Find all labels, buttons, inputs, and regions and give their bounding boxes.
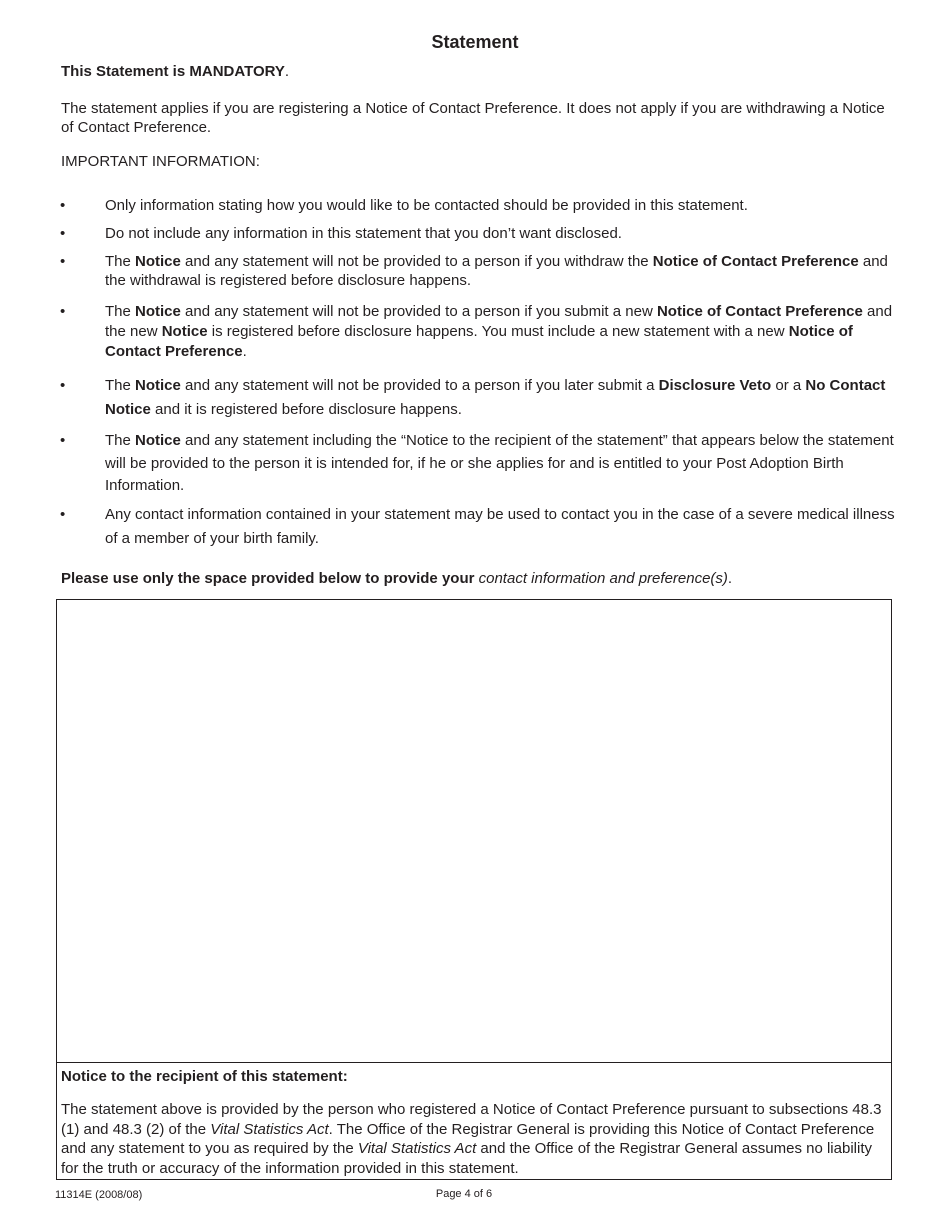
bullet-marker: •: [60, 225, 66, 242]
bullet-marker: •: [60, 253, 66, 270]
text-run: and any statement including the “Notice to the recipient of the statement” that appears below the statement will be provided to the person it is intended for, if he or she applies for and is entitled to your Post Adoption Birth Information.: [105, 432, 894, 494]
bullet-marker: •: [60, 303, 66, 320]
italic-act-name: Vital Statistics Act: [210, 1120, 329, 1138]
text-run: and the new: [105, 303, 893, 340]
text-run: The: [105, 432, 136, 449]
applies-paragraph: The statement applies if you are registering a Notice of Contact Preference. It does not apply if you are withdrawing a Notice of Contact Preference.: [61, 100, 885, 136]
bold-term: Notice of Contact Preference: [656, 303, 863, 320]
form-number: 11314E (2008/08): [55, 1189, 143, 1201]
bold-term: Notice: [135, 432, 181, 449]
bold-term: No Contact Notice: [105, 377, 886, 418]
bullet-text: [105, 302, 895, 362]
text-run: The: [105, 253, 136, 270]
space-instruction-bold: Please use only the space provided below to provide your: [61, 570, 479, 587]
bullet-marker: •: [60, 377, 66, 394]
recipient-notice-heading: Notice to the recipient of this statement:: [61, 1068, 348, 1085]
bold-term: Notice: [161, 323, 208, 340]
bold-term: Notice: [135, 253, 181, 270]
bullet-text: [105, 374, 895, 422]
bold-term: Disclosure Veto: [658, 377, 772, 394]
bold-term: Notice of Contact Preference: [652, 253, 859, 270]
statement-box: [56, 599, 892, 1180]
bold-term: Notice: [135, 303, 181, 320]
bold-term: Notice: [135, 377, 181, 394]
text-run: .: [242, 343, 247, 360]
bullet-text: [105, 252, 895, 290]
bullet-marker: •: [60, 197, 66, 214]
text-run: or a: [771, 377, 806, 394]
mandatory-notice: [61, 62, 289, 81]
statement-entry-area[interactable]: [57, 600, 891, 1063]
mandatory-notice-end: .: [284, 63, 290, 80]
text-run: and any statement will not be provided to a person if you later submit a: [180, 377, 659, 394]
bullet-text: [105, 430, 895, 498]
important-information-heading: IMPORTANT INFORMATION:: [61, 153, 260, 170]
bullet-marker: •: [60, 432, 66, 449]
text-run: . The Office of the Registrar General is providing this Notice of Contact Preference and any statement to you as required by the: [61, 1120, 875, 1157]
bullet-marker: •: [60, 506, 66, 523]
text-run: The: [105, 303, 136, 320]
text-run: and any statement will not be provided to a person if you withdraw the: [180, 253, 653, 270]
recipient-notice-text: [61, 1100, 887, 1178]
mandatory-notice-bold: This Statement is MANDATORY: [61, 63, 285, 80]
bullet-text: Any contact information contained in your statement may be used to contact you in the case of a severe medical illness of a member of your birth family.: [105, 506, 895, 547]
bullet-text: Only information stating how you would like to be contacted should be provided in this statement.: [105, 197, 748, 214]
italic-act-name: Vital Statistics Act: [357, 1140, 477, 1157]
space-instruction-end: .: [727, 570, 733, 587]
text-run: and any statement will not be provided to a person if you submit a new: [180, 303, 657, 320]
page-title: Statement: [431, 32, 519, 52]
text-run: and the Office of the Registrar General assumes no liability for the truth or accuracy of the information provided in this statement.: [61, 1140, 872, 1177]
bold-term: Notice of Contact Preference: [105, 323, 853, 360]
text-run: The statement above is provided by the person who registered a Notice of Contact Preference pursuant to subsections 48.3 (1) and 48.3 (2) of the: [61, 1101, 882, 1138]
bullet-text: Do not include any information in this statement that you don’t want disclosed.: [105, 225, 622, 242]
text-run: and the withdrawal is registered before disclosure happens.: [105, 253, 888, 289]
space-instruction: [61, 569, 732, 588]
page-number: Page 4 of 6: [435, 1188, 493, 1200]
text-run: and it is registered before disclosure happens.: [150, 401, 462, 418]
space-instruction-italic: contact information and preference(s): [478, 570, 728, 587]
text-run: The: [105, 377, 136, 394]
text-run: is registered before disclosure happens. You must include a new statement with a new: [207, 323, 789, 340]
